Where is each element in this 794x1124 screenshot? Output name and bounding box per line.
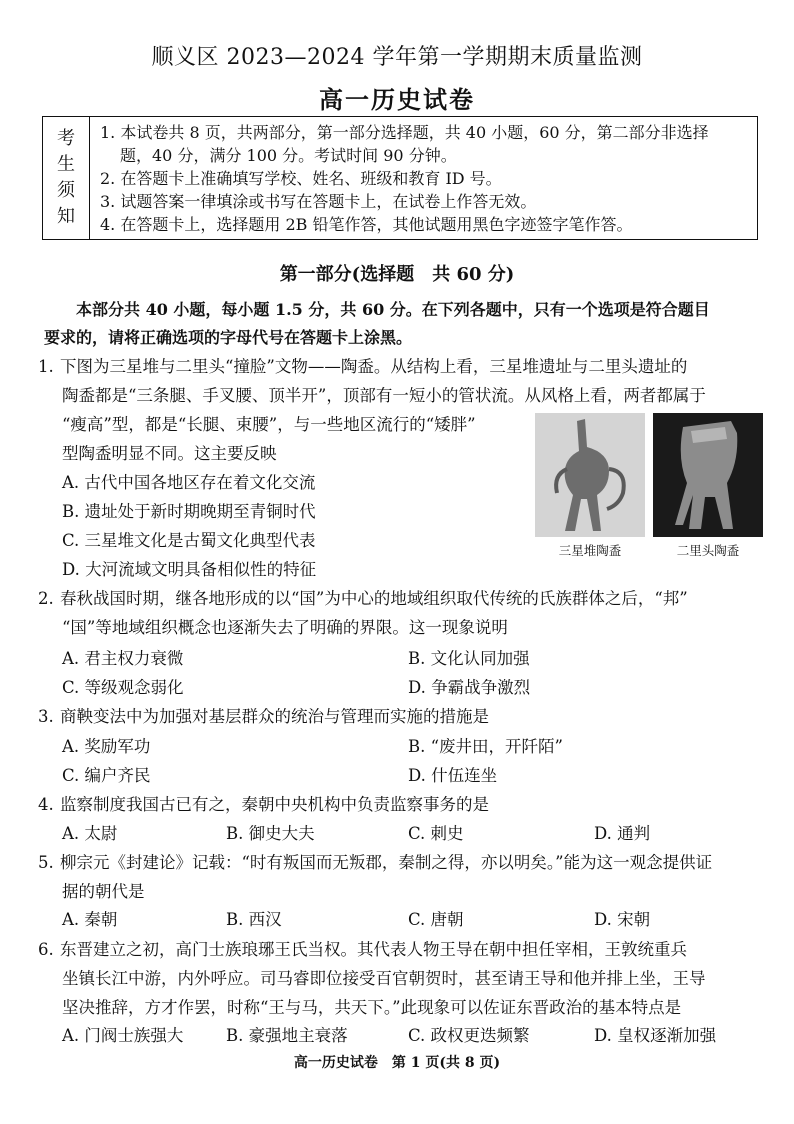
question-text: 东晋建立之初，高门士族琅琊王氏当权。其代表人物王导在朝中担任宰相，王敦统重兵 xyxy=(60,940,687,959)
notice-item: 1. 本试卷共 8 页，共两部分，第一部分选择题，共 40 小题，60 分，第二部分非选择 xyxy=(100,123,709,142)
notice-label-char: 知 xyxy=(57,206,75,227)
question-text: 柳宗元《封建论》记载：“时有叛国而无叛郡，秦制之得，亦以明矣。”能为这一观念提供证 xyxy=(60,853,713,872)
option-b: B. 豪强地主衰落 xyxy=(226,1026,348,1045)
option-a: A. 古代中国各地区存在着文化交流 xyxy=(62,473,316,492)
notice-label-char: 考 xyxy=(57,128,75,149)
question-text: 下图为三星堆与二里头“撞脸”文物——陶盉。从结构上看，三星堆遗址与二里头遗址的 xyxy=(60,357,688,376)
option-a: A. 君主权力衰微 xyxy=(62,649,184,668)
caption-erlitou: 二里头陶盉 xyxy=(676,543,740,558)
option-c: C. 等级观念弱化 xyxy=(62,678,184,697)
question-5 xyxy=(38,848,712,906)
option-a: A. 奖励军功 xyxy=(62,737,151,756)
question-6 xyxy=(38,935,706,1022)
option-d: D. 争霸战争激烈 xyxy=(408,678,531,697)
artifact-photos xyxy=(535,413,767,563)
sanxingdui-pottery-image xyxy=(535,413,645,537)
question-3 xyxy=(38,702,489,731)
page-footer: 高一历史试卷 第 1 页(共 8 页) xyxy=(293,1055,501,1071)
question-text: 据的朝代是 xyxy=(62,882,145,901)
option-b: B. 西汉 xyxy=(226,910,282,929)
option-c: C. 三星堆文化是古蜀文化典型代表 xyxy=(62,531,316,550)
notice-label xyxy=(43,117,90,239)
option-d: D. 宋朝 xyxy=(594,910,651,929)
intro-line: 要求的，请将正确选项的字母代号在答题卡上涂黑。 xyxy=(44,328,413,347)
option-b: B. 御史大夫 xyxy=(226,824,315,843)
option-d: D. 皇权逐渐加强 xyxy=(594,1026,717,1045)
option-d: D. 什伍连坐 xyxy=(408,766,498,785)
notice-item: 题，40 分，满分 100 分。考试时间 90 分钟。 xyxy=(120,146,457,165)
notice-item: 4. 在答题卡上，选择题用 2B 铅笔作答，其他试题用黑色字迹签字笔作答。 xyxy=(100,215,633,234)
question-number: 2. xyxy=(38,589,54,608)
question-text: 坚决推辞，方才作罢，时称“王与马，共天下。”此现象可以佐证东晋政治的基本特点是 xyxy=(62,998,682,1017)
notice-item: 3. 试题答案一律填涂或书写在答题卡上，在试卷上作答无效。 xyxy=(100,192,537,211)
option-b: B. 遗址处于新时期晚期至青铜时代 xyxy=(62,502,316,521)
candidate-notice-box xyxy=(42,116,758,240)
option-a: A. 太尉 xyxy=(62,824,118,843)
question-text: “国”等地域组织概念也逐渐失去了明确的界限。这一现象说明 xyxy=(62,618,508,637)
question-number: 1. xyxy=(38,357,54,376)
notice-items xyxy=(90,117,757,239)
option-d: D. 通判 xyxy=(594,824,651,843)
section-heading: 第一部分(选择题 共 60 分) xyxy=(279,264,515,285)
question-number: 4. xyxy=(38,795,54,814)
question-text: “瘦高”型，都是“长腿、束腰”，与一些地区流行的“矮胖” xyxy=(62,415,476,434)
question-number: 5. xyxy=(38,853,54,872)
question-text: 坐镇长江中游，内外呼应。司马睿即位接受百官朝贺时，甚至请王导和他并排上坐，王导 xyxy=(62,969,706,988)
question-text: 春秋战国时期，继各地形成的以“国”为中心的地域组织取代传统的氏族群体之后，“邦” xyxy=(60,589,688,608)
caption-sanxingdui: 三星堆陶盉 xyxy=(558,543,622,558)
question-number: 3. xyxy=(38,707,54,726)
notice-label-char: 须 xyxy=(57,180,75,201)
question-number: 6. xyxy=(38,940,54,959)
question-text: 陶盉都是“三条腿、手叉腰、顶半开”，顶部有一短小的管状流。从风格上看，两者都属于 xyxy=(62,386,706,405)
question-2 xyxy=(38,584,688,642)
option-c: C. 政权更迭频繁 xyxy=(408,1026,530,1045)
section-intro xyxy=(44,296,760,352)
option-b: B. “废井田，开阡陌” xyxy=(408,737,563,756)
option-b: B. 文化认同加强 xyxy=(408,649,530,668)
exam-title: 顺义区 2023—2024 学年第一学期期末质量监测 xyxy=(151,45,643,70)
option-c: C. 唐朝 xyxy=(408,910,464,929)
question-text: 商鞅变法中为加强对基层群众的统治与管理而实施的措施是 xyxy=(60,707,489,726)
question-4 xyxy=(38,790,489,819)
notice-item: 2. 在答题卡上准确填写学校、姓名、班级和教育 ID 号。 xyxy=(100,169,502,188)
option-a: A. 门阀士族强大 xyxy=(62,1026,184,1045)
option-a: A. 秦朝 xyxy=(62,910,118,929)
option-c: C. 编户齐民 xyxy=(62,766,151,785)
notice-label-char: 生 xyxy=(57,154,75,175)
intro-line: 本部分共 40 小题，每小题 1.5 分，共 60 分。在下列各题中，只有一个选项是符合题目 xyxy=(76,300,710,319)
option-d: D. 大河流域文明具备相似性的特征 xyxy=(62,560,317,579)
option-c: C. 刺史 xyxy=(408,824,464,843)
question-text: 型陶盉明显不同。这主要反映 xyxy=(62,444,277,463)
erlitou-pottery-image xyxy=(653,413,763,537)
question-text: 监察制度我国古已有之，秦朝中央机构中负责监察事务的是 xyxy=(60,795,489,814)
exam-subtitle: 高一历史试卷 xyxy=(319,85,475,114)
